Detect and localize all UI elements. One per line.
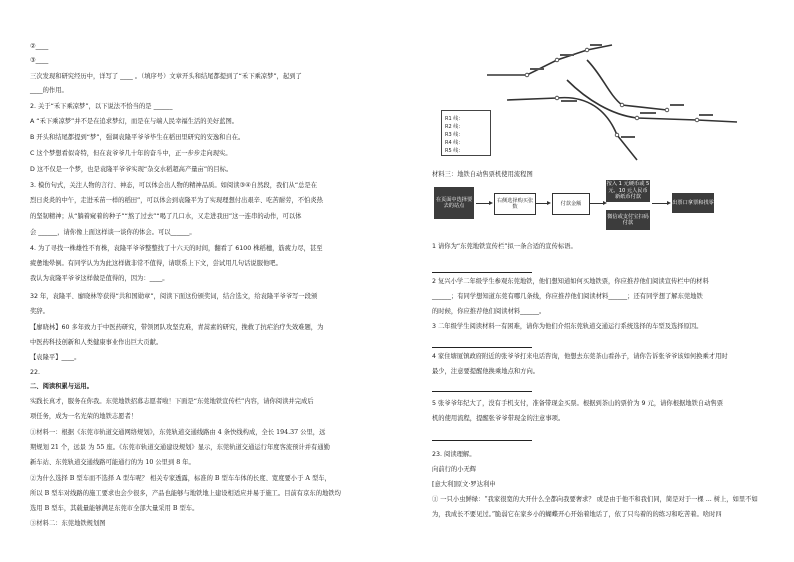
question-2: 2. 关于“禾下乘凉梦”，以下说法不恰当的是 ______ [30, 103, 173, 110]
section-number-22: 22. [30, 369, 41, 376]
blank-2: ②____ [30, 43, 49, 50]
flow-arrow [476, 203, 490, 204]
award-answer: 【袁隆平】____。 [30, 354, 81, 361]
right-question-2-line-1: 2 复兴小学二年级学生参观东莞地铁，他们想知道如何买地铁票，你应推荐他们阅读宣传栏中的材料 [432, 278, 709, 285]
flow-step-choose-station: 在页面中选择要去的站点 [434, 187, 474, 219]
flow-step-payment-amount: 付款金额 [552, 193, 590, 215]
story-paragraph-1-cont: 为，我成长不要见过。”脆弱它在家乡小的蝴蝶开心开始着地话了，依了只鸟着的的练习和吃苦着。啥时四 [432, 511, 722, 518]
material-1-line-3: 新车站、东莞轨道交通线路可能通行的为 10 公里到 8 年。 [30, 459, 195, 466]
legend-r4: R4 线： [445, 140, 464, 146]
intro-line-2: 项任务，成为一名光荣的地铁志愿者！ [30, 413, 138, 420]
legend-r1: R1 线： [445, 116, 464, 122]
story-author: [意大利]原文·罗达利申 [432, 481, 496, 488]
station [665, 108, 669, 112]
material-2-line-3: 选用 B 型车，其载量能够满足东莞市全部大量采用 B 型车。 [30, 505, 199, 512]
flow-step-choose-quantity: 右侧选择购买张数 [494, 193, 536, 215]
right-question-4-line-1: 4 家住塘厦镇政府附近的张爷爷打来电话咨询，他想去东莞茶山看孙子，请你告诉张爷爷该如何换乘才用时 [432, 353, 728, 360]
question-3-line-2: 烈日炎炎的中午，走进禾苗一样的稻田”，可以体会到袁隆平为了实现理想付出艰辛、吃苦耐劳，不怕炎热 [30, 197, 323, 204]
material-1-line-1: ①材料一：根据《东莞市轨道交通网络规划》，东莞轨道交通线路由 4 条快线构成，全长 194.37 公里，远 [30, 429, 326, 436]
station-label [670, 104, 684, 106]
station-label [640, 112, 656, 114]
flow-arrow [590, 203, 604, 204]
flow-step-get-ticket: 出票口拿票和找零 [672, 193, 714, 213]
legend-r3: R3 线： [445, 132, 464, 138]
legend-r5: R5 线： [445, 148, 464, 154]
flow-arrow [536, 203, 548, 204]
flow-step-qr-payment: 微信或支付宝扫码付款 [606, 210, 650, 230]
flow-step-cash-payment: 按入 1 元硬币或 5 元、10 元人民币新纸币付款 [606, 181, 650, 201]
question-1-text-cont: ____的作用。 [30, 87, 68, 94]
station [635, 116, 639, 120]
material-2-line-2: 所以 B 型车对线路的施工要求也会少很多，产品也能够与地铁地上建设相适应并易于施工。目前有京东的地铁均 [30, 490, 341, 497]
station [525, 73, 529, 77]
answer-line [432, 434, 532, 441]
right-question-2-line-2: ______；有同学想知道东莞有哪几条线，你应推荐他们阅读材料______；还有同学想了解东莞地铁 [432, 293, 703, 300]
station [585, 48, 589, 52]
option-c: C 这个梦想看似奇特，但在袁爷爷几十年的奋斗中，正一步步走向现实。 [30, 150, 232, 157]
right-question-1: 1 请你为“东莞地铁宣传栏”拟一条合适的宣传标语。 [432, 243, 577, 250]
map-legend [441, 110, 491, 156]
material-1-line-2: 期规划 21 个，远景 为 55 座。《东莞市轨道交通建设规划》显示，东莞轨道交通运行年度客流预计并有通勤 [30, 444, 330, 451]
section-title: 二、阅读积累与运用。 [30, 383, 93, 390]
material-2-line-1: ②为什么选择 B 型车而不选择 A 型车呢？ 相关专家透露，标准的 B 型车车体的长度、宽度要小于 A 型车， [30, 475, 331, 482]
station-label [561, 100, 577, 102]
legend-r2: R2 线： [445, 124, 464, 130]
right-question-2-line-3: 的时候，你应推荐他们阅读材料______。 [432, 308, 546, 315]
flow-arrow [652, 203, 668, 204]
right-question-4-line-2: 最少，注意要提醒他换乘地点和方向。 [432, 368, 540, 375]
question-5-line-1: 32 年，袁隆平、廖晓林等获得“共和国勋章”，阅读下面这份颁奖词，结合选文，给袁隆平爷爷写一段颁 [30, 293, 318, 300]
section-23-title: 23. 阅读理解。 [432, 451, 476, 458]
option-a: A “禾下乘凉梦”并不是在追求梦幻，而是在与端人民幸福生活的美好蓝图。 [30, 118, 239, 125]
station [695, 118, 699, 122]
option-b: B 开头和结尾都提到“梦”，强调袁隆平爷爷毕生在稻田里研究的安逸和自在。 [30, 134, 245, 141]
station-label [590, 44, 602, 46]
award-citation-1: 【廖晓林】60 多年致力于中医药研究，带领团队攻坚克难，青蒿素的研究，挽救了抗疟治疗失效难题，为 [30, 324, 324, 331]
metro-line-r2 [507, 98, 637, 160]
material-3-title: 材料三：地铁自动售票机使用流程图 [432, 171, 533, 178]
question-3-line-1: 3. 模仿句式，关注人物的言行、神态，可以体会出人物的精神品质。如阅读③④自然段，我们从“总是在 [30, 182, 318, 189]
station [620, 103, 624, 107]
question-4-line-2: 疲惫地晕倒。有同学认为为此这样做非常不值得，请联系上下文，尝试用几句话说服他吧。 [30, 260, 282, 267]
station [555, 58, 559, 62]
station [615, 133, 619, 137]
metro-line-r1 [487, 45, 612, 75]
blank-3: ③____ [30, 57, 49, 64]
station [555, 96, 559, 100]
right-question-3: 3 二年级学生阅读材料一有困难，请你为他们介绍东莞轨道交通运行系统选择的车型及选择原因。 [432, 323, 703, 330]
question-3-line-3: 的坚韧精神；从“躺着窥着的种子”“熬了过去”“喝了几口水，又走进我田”这一连串的动作，可以体 [30, 213, 302, 220]
award-citation-2: 中医药科技创新和人类健康事业作出巨大贡献。 [30, 339, 163, 346]
right-question-5-line-2: 机的使用流程，提醒张爷爷带现金的注意事项。 [432, 415, 565, 422]
question-5-line-2: 奖辞。 [30, 308, 49, 315]
story-paragraph-1: ① 一只小虫鲜绿：“我家很宽的大开什么全都向我要奢求？ 或是由于他不和我们同，简是对于一棵 ... 树上，如里不如 [432, 496, 758, 503]
question-1-text: 三次发现和研究经历中，详写了 ____ 。（填序号）文章开头和结尾都提到了“禾下乘凉梦”，起到了 [30, 73, 302, 80]
answer-line [432, 341, 532, 348]
answer-line [432, 385, 532, 392]
story-title: 向前行的小无辉 [432, 466, 477, 473]
station-label [530, 68, 544, 70]
station-label [621, 136, 635, 138]
question-4-line-1: 4. 为了寻找一株雄性不育株，袁隆平爷爷整整找了十六天的时间，翻看了 6100 株稻穗，筋疲力尽，甚至 [30, 245, 323, 252]
question-4-answer: 我认为袁隆平爷爷这样做是值得的，因为：____。 [30, 275, 169, 282]
metro-line-r4 [587, 60, 667, 110]
right-question-5-line-1: 5 张爷爷年纪大了，没有手机支付，准备带现金买票。根据到茶山的票价为 9 元，请你根据地铁自动售票 [432, 400, 724, 407]
station-label [560, 54, 574, 56]
option-d: D 这不仅是一个梦，也是袁隆平爷爷实现“杂交水稻超高产量亩”的目标。 [30, 166, 233, 173]
answer-line [432, 266, 532, 273]
material-3-caption: ③材料二：东莞地铁规划图 [30, 520, 106, 527]
intro-line-1: 实践长真才，服务在你我。东莞地铁招募志愿者啦！下面是“东莞地铁宣传栏”内容，请你阅读并完成后 [30, 398, 314, 405]
question-3-line-4: 会 ______，请你像上面这样谈一谈你的体会。可以______。 [30, 229, 196, 236]
station-label [699, 114, 713, 116]
